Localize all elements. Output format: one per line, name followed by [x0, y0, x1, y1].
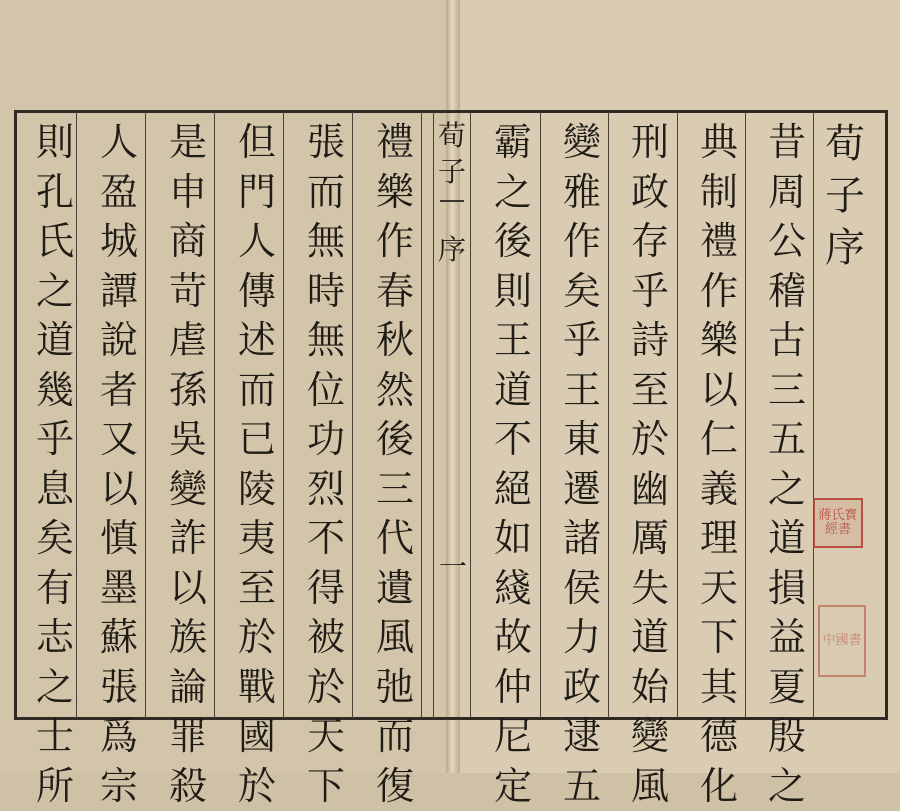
character: 之 [768, 762, 806, 811]
character: 述 [238, 316, 276, 366]
character: 乎 [631, 267, 669, 317]
character: 風 [631, 762, 669, 811]
character: 所 [36, 762, 74, 811]
character: 幾 [36, 366, 74, 416]
character: 稽 [768, 267, 806, 317]
column-rule-line [608, 112, 609, 718]
character: 刑 [631, 118, 669, 168]
character: 諸 [563, 514, 601, 564]
character: 無 [307, 217, 345, 267]
character: 矣 [36, 514, 74, 564]
character: 公 [768, 217, 806, 267]
character: 之 [36, 267, 74, 317]
character: 失 [631, 564, 669, 614]
character: 東 [563, 415, 601, 465]
character: 代 [376, 514, 414, 564]
character: 逮 [563, 712, 601, 762]
character: 以 [169, 564, 207, 614]
character: 者 [100, 366, 138, 416]
character: 樂 [700, 316, 738, 366]
left-text-column [372, 118, 418, 811]
character: 荀 [438, 118, 466, 154]
character: 論 [169, 663, 207, 713]
character: 而 [376, 712, 414, 762]
character: 變 [563, 118, 601, 168]
left-text-column [32, 118, 78, 811]
character: 絕 [494, 465, 532, 515]
fish-tail-mark [440, 200, 464, 226]
character: 義 [700, 465, 738, 515]
character: 有 [36, 564, 74, 614]
character: 作 [700, 267, 738, 317]
character: 罪 [169, 712, 207, 762]
character: 其 [700, 663, 738, 713]
character: 氏 [36, 217, 74, 267]
character: 遺 [376, 564, 414, 614]
character: 至 [631, 366, 669, 416]
character: 得 [307, 564, 345, 614]
column-rule-line [745, 112, 746, 718]
character: 然 [376, 366, 414, 416]
character: 虐 [169, 316, 207, 366]
character: 王 [563, 366, 601, 416]
column-rule-line [145, 112, 146, 718]
left-text-column [96, 118, 142, 811]
character: 遷 [563, 465, 601, 515]
character: 政 [563, 663, 601, 713]
character: 烈 [307, 465, 345, 515]
character: 不 [494, 415, 532, 465]
character: 城 [100, 217, 138, 267]
character: 不 [307, 514, 345, 564]
character: 是 [169, 118, 207, 168]
character: 門 [238, 168, 276, 218]
character: 慎 [100, 514, 138, 564]
character: 三 [768, 366, 806, 416]
character: 後 [494, 217, 532, 267]
left-text-column [234, 118, 280, 811]
right-text-column [764, 118, 810, 811]
character: 詩 [631, 316, 669, 366]
character: 譚 [100, 267, 138, 317]
character: 又 [100, 415, 138, 465]
character: 定 [494, 762, 532, 811]
left-text-column [165, 118, 211, 811]
character: 道 [768, 514, 806, 564]
character: 孔 [36, 168, 74, 218]
character: 侯 [563, 564, 601, 614]
left-text-column [303, 118, 349, 811]
character: 德 [700, 712, 738, 762]
character: 道 [631, 613, 669, 663]
character: 之 [768, 465, 806, 515]
character: 雅 [563, 168, 601, 218]
character: 仲 [494, 663, 532, 713]
character: 弛 [376, 663, 414, 713]
character: 禮 [376, 118, 414, 168]
character: 功 [307, 415, 345, 465]
character: 子 [825, 170, 865, 222]
character: 詐 [169, 514, 207, 564]
character: 作 [376, 217, 414, 267]
character: 益 [768, 613, 806, 663]
character: 至 [238, 564, 276, 614]
character: 化 [700, 762, 738, 811]
character: 陵 [238, 465, 276, 515]
character: 而 [238, 366, 276, 416]
character: 作 [563, 217, 601, 267]
character: 士 [36, 712, 74, 762]
character: 夷 [238, 514, 276, 564]
character: 下 [700, 613, 738, 663]
character: 傳 [238, 267, 276, 317]
column-rule-line [813, 112, 814, 718]
character: 風 [376, 613, 414, 663]
character: 王 [494, 316, 532, 366]
character: 乎 [563, 316, 601, 366]
character: 但 [238, 118, 276, 168]
character: 力 [563, 613, 601, 663]
character: 人 [100, 118, 138, 168]
character: 張 [307, 118, 345, 168]
character: 五 [563, 762, 601, 811]
character: 位 [307, 366, 345, 416]
banxin-title [436, 118, 468, 190]
character: 五 [768, 415, 806, 465]
character: 綫 [494, 564, 532, 614]
character: 人 [238, 217, 276, 267]
character: 荀 [825, 118, 865, 170]
character: 天 [307, 712, 345, 762]
character: 於 [631, 415, 669, 465]
character: 則 [36, 118, 74, 168]
character: 於 [238, 762, 276, 811]
right-text-column [490, 118, 536, 811]
character: 戰 [238, 663, 276, 713]
character: 厲 [631, 514, 669, 564]
character: 變 [169, 465, 207, 515]
character: 之 [36, 663, 74, 713]
character: 故 [494, 613, 532, 663]
character: 幽 [631, 465, 669, 515]
right-text-column [559, 118, 605, 811]
character: 理 [700, 514, 738, 564]
character: 孫 [169, 366, 207, 416]
character: 春 [376, 267, 414, 317]
character: 周 [768, 168, 806, 218]
character: 宗 [100, 762, 138, 811]
faded-seal-stamp: 中國書 [818, 605, 866, 677]
character: 樂 [376, 168, 414, 218]
column-rule-line [352, 112, 353, 718]
character: 後 [376, 415, 414, 465]
character: 乎 [36, 415, 74, 465]
character: 如 [494, 514, 532, 564]
column-rule-line [283, 112, 284, 718]
character: 下 [307, 762, 345, 811]
character: 道 [36, 316, 74, 366]
character: 蘇 [100, 613, 138, 663]
character: 禮 [700, 217, 738, 267]
character: 苛 [169, 267, 207, 317]
character: 張 [100, 663, 138, 713]
column-rule-line [677, 112, 678, 718]
character: 序 [438, 232, 466, 268]
character: 爲 [100, 712, 138, 762]
character: 以 [700, 366, 738, 416]
character: 序 [825, 222, 865, 274]
character: 說 [100, 316, 138, 366]
character: 吳 [169, 415, 207, 465]
character: 仁 [700, 415, 738, 465]
character: 於 [238, 613, 276, 663]
character: 典 [700, 118, 738, 168]
character: 子 [438, 154, 466, 190]
character: 於 [307, 663, 345, 713]
character: 商 [169, 217, 207, 267]
character: 存 [631, 217, 669, 267]
preface-title [820, 118, 870, 274]
character: 霸 [494, 118, 532, 168]
character: 無 [307, 316, 345, 366]
character: 尼 [494, 712, 532, 762]
column-rule-line [214, 112, 215, 718]
right-text-column [627, 118, 673, 811]
character: 國 [238, 712, 276, 762]
character: 秋 [376, 316, 414, 366]
character: 道 [494, 366, 532, 416]
character: 損 [768, 564, 806, 614]
column-rule-line [470, 112, 471, 718]
character: 則 [494, 267, 532, 317]
right-text-column [696, 118, 742, 811]
character: 已 [238, 415, 276, 465]
character: 族 [169, 613, 207, 663]
banxin-section [436, 232, 468, 268]
character: 志 [36, 613, 74, 663]
character: 申 [169, 168, 207, 218]
character: 變 [631, 712, 669, 762]
character: 制 [700, 168, 738, 218]
character: 時 [307, 267, 345, 317]
character: 夏 [768, 663, 806, 713]
character: 天 [700, 564, 738, 614]
character: 被 [307, 613, 345, 663]
banxin-page-number: 一 [437, 545, 469, 585]
character: 矣 [563, 267, 601, 317]
character: 以 [100, 465, 138, 515]
character: 昔 [768, 118, 806, 168]
character: 息 [36, 465, 74, 515]
column-rule-line [421, 112, 422, 718]
character: 三 [376, 465, 414, 515]
character: 殺 [169, 762, 207, 811]
character: 政 [631, 168, 669, 218]
character: 而 [307, 168, 345, 218]
character: 之 [494, 168, 532, 218]
character: 古 [768, 316, 806, 366]
character: 殷 [768, 712, 806, 762]
column-rule-line [540, 112, 541, 718]
character: 墨 [100, 564, 138, 614]
character: 復 [376, 762, 414, 811]
character: 盈 [100, 168, 138, 218]
character: 始 [631, 663, 669, 713]
red-seal-stamp: 蔣氏寳經書 [813, 498, 863, 548]
